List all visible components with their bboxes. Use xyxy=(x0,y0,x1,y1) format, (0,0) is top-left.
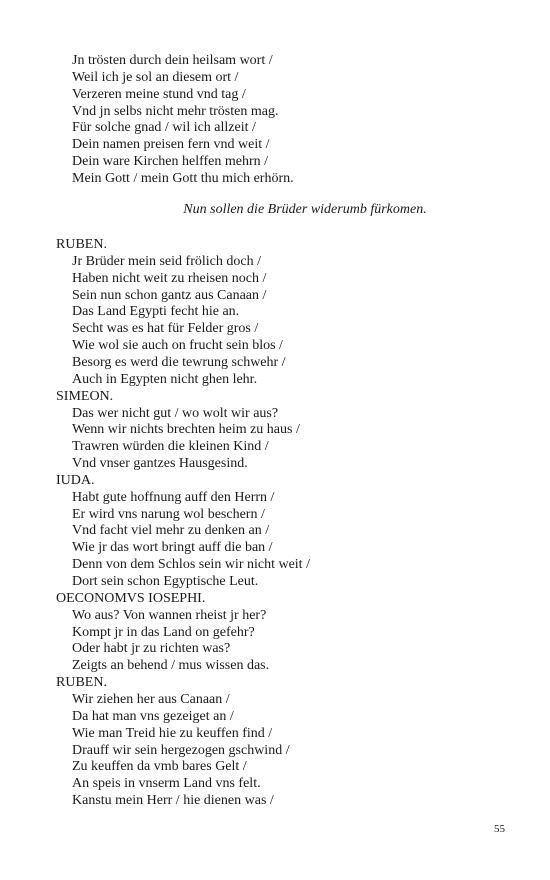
verse-line: Für solche gnad / wil ich allzeit / xyxy=(72,120,256,135)
verse-line: Trawren würden die kleinen Kind / xyxy=(72,439,269,454)
verse-line: Habt gute hoffnung auff den Herrn / xyxy=(72,490,275,505)
verse-line: Wenn wir nichts brechten heim zu haus / xyxy=(72,422,300,437)
verse-line: Dort sein schon Egyptische Leut. xyxy=(72,574,259,589)
speaker-name: SIMEON. xyxy=(56,389,114,404)
verse-line: Jr Brüder mein seid frölich doch / xyxy=(72,254,261,269)
verse-line: Denn von dem Schlos sein wir nicht weit / xyxy=(72,557,310,572)
verse-line: Das Land Egypti fecht hie an. xyxy=(72,304,240,319)
stage-direction: Nun sollen die Brüder widerumb fürkomen. xyxy=(183,202,427,217)
verse-line: Kanstu mein Herr / hie dienen was / xyxy=(72,793,274,808)
verse-line: Kompt jr in das Land on gefehr? xyxy=(72,625,255,640)
verse-line: Wie man Treid hie zu keuffen find / xyxy=(72,726,273,741)
verse-line: Wir ziehen her aus Canaan / xyxy=(72,692,230,707)
verse-line: Vnd facht viel mehr zu denken an / xyxy=(72,523,270,538)
verse-line: Mein Gott / mein Gott thu mich erhörn. xyxy=(72,171,294,186)
verse-line: Zeigts an behend / mus wissen das. xyxy=(72,658,270,673)
verse-line: Besorg es werd die tewrung schwehr / xyxy=(72,355,286,370)
verse-line: Vnd jn selbs nicht mehr trösten mag. xyxy=(72,104,279,119)
verse-line: Da hat man vns gezeiget an / xyxy=(72,709,234,724)
verse-line: Sein nun schon gantz aus Canaan / xyxy=(72,288,267,303)
verse-line: Weil ich je sol an diesem ort / xyxy=(72,70,239,85)
verse-line: Haben nicht weit zu rheisen noch / xyxy=(72,271,267,286)
verse-line: An speis in vnserm Land vns felt. xyxy=(72,776,261,791)
verse-line: Wo aus? Von wannen rheist jr her? xyxy=(72,608,267,623)
verse-line: Das wer nicht gut / wo wolt wir aus? xyxy=(72,406,279,421)
speaker-name: RUBEN. xyxy=(56,675,107,690)
page-number: 55 xyxy=(494,823,505,835)
verse-line: Er wird vns narung wol beschern / xyxy=(72,507,265,522)
verse-line: Dein namen preisen fern vnd weit / xyxy=(72,137,270,152)
verse-line: Wie wol sie auch on frucht sein blos / xyxy=(72,338,283,353)
speaker-name: RUBEN. xyxy=(56,237,107,252)
verse-line: Jn trösten durch dein heilsam wort / xyxy=(72,53,273,68)
speaker-name: OECONOMVS IOSEPHI. xyxy=(56,591,206,606)
verse-line: Zu keuffen da vmb bares Gelt / xyxy=(72,759,247,774)
verse-line: Dein ware Kirchen helffen mehrn / xyxy=(72,154,269,169)
verse-line: Auch in Egypten nicht ghen lehr. xyxy=(72,372,258,387)
verse-line: Vnd vnser gantzes Hausgesind. xyxy=(72,456,248,471)
verse-line: Drauff wir sein hergezogen gschwind / xyxy=(72,743,290,758)
speaker-name: IUDA. xyxy=(56,473,95,488)
verse-line: Wie jr das wort bringt auff die ban / xyxy=(72,540,273,555)
verse-line: Oder habt jr zu richten was? xyxy=(72,641,231,656)
verse-line: Secht was es hat für Felder gros / xyxy=(72,321,259,336)
verse-line: Verzeren meine stund vnd tag / xyxy=(72,87,246,102)
